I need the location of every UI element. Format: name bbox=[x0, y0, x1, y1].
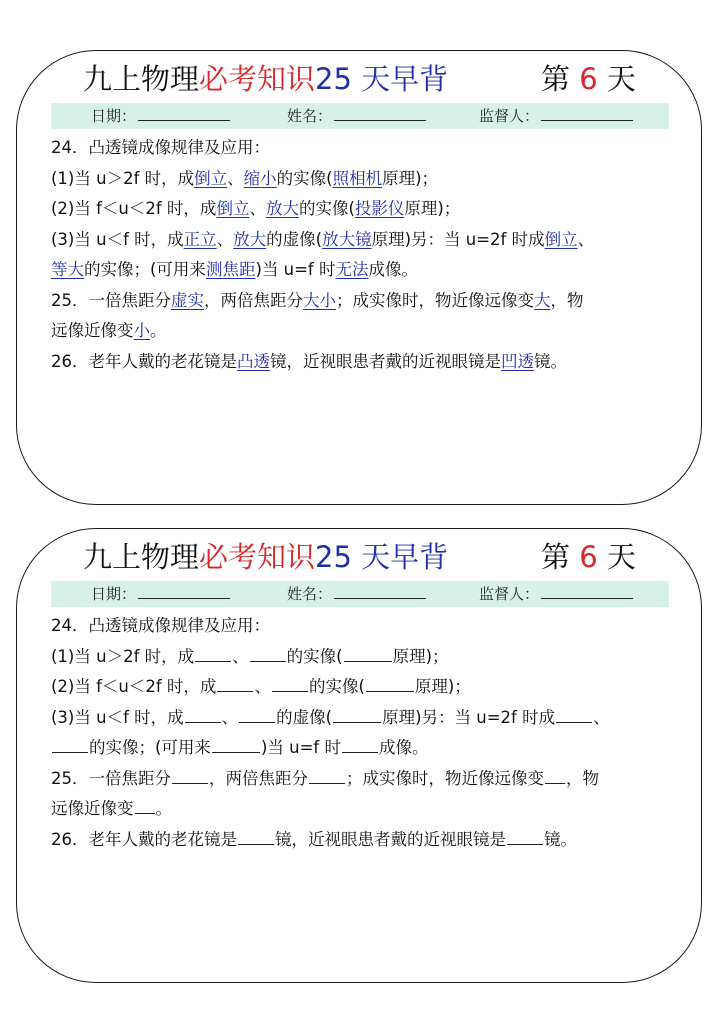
exercise-line-3 bbox=[51, 703, 681, 734]
text: 的实像；(可用来 bbox=[84, 260, 206, 279]
text: 26．老年人戴的老花镜是 bbox=[51, 351, 237, 371]
supervisor-field bbox=[479, 103, 633, 129]
text: 25．一倍焦距分 bbox=[51, 768, 171, 788]
q24-title: 24．凸透镜成像规律及应用： bbox=[51, 616, 270, 635]
answer: 倒立 bbox=[544, 229, 578, 249]
text: ，物 bbox=[550, 290, 584, 310]
text: (1)当 u＞2f 时，成 bbox=[51, 646, 195, 666]
text: 镜，近视眼患者戴的近视眼镜是 bbox=[270, 351, 501, 371]
text: ；成实像时，物近像远像变 bbox=[336, 290, 534, 310]
exercise-line-4 bbox=[51, 733, 681, 764]
fill-blank[interactable] bbox=[135, 797, 155, 814]
answer: 倒立 bbox=[194, 168, 228, 188]
day-prefix: 第 bbox=[541, 540, 580, 574]
text: (3)当 u＜f 时，成 bbox=[51, 229, 184, 249]
supervisor-blank bbox=[541, 584, 633, 599]
supervisor-label: 监督人： bbox=[479, 585, 540, 603]
answer: 倒立 bbox=[216, 199, 250, 218]
text: 、 bbox=[249, 199, 266, 218]
fill-blank[interactable] bbox=[172, 767, 208, 784]
text: (3)当 u＜f 时，成 bbox=[51, 707, 184, 727]
fill-blank[interactable] bbox=[545, 767, 565, 784]
q24-title: 24．凸透镜成像规律及应用： bbox=[51, 138, 270, 157]
card-header bbox=[17, 59, 701, 101]
answer: 小 bbox=[133, 321, 150, 340]
fill-blank[interactable] bbox=[272, 675, 308, 692]
text: ；成实像时，物近像远像变 bbox=[346, 768, 544, 788]
answer: 投影仪 bbox=[354, 199, 405, 218]
answer: 正立 bbox=[183, 229, 217, 249]
page-title bbox=[83, 537, 448, 577]
text: 的虚像( bbox=[276, 707, 333, 727]
fill-blank[interactable] bbox=[52, 736, 88, 753]
answer: 照相机 bbox=[332, 168, 383, 188]
date-blank bbox=[138, 106, 230, 121]
text: 的实像( bbox=[286, 646, 343, 666]
text: 镜。 bbox=[534, 351, 567, 371]
name-field bbox=[287, 581, 426, 607]
text: ，两倍焦距分 bbox=[204, 290, 303, 310]
text: 原理)； bbox=[414, 677, 471, 696]
answer: 凹透 bbox=[501, 351, 534, 371]
fill-blank[interactable] bbox=[556, 706, 592, 723]
name-label: 姓名： bbox=[287, 107, 333, 125]
page-title bbox=[83, 59, 448, 99]
day-label bbox=[541, 537, 636, 577]
title-part-blue: 25 天早背 bbox=[315, 62, 449, 96]
text: (1)当 u＞2f 时，成 bbox=[51, 168, 195, 188]
text: 镜，近视眼患者戴的近视眼镜是 bbox=[275, 829, 506, 849]
date-label: 日期： bbox=[91, 585, 137, 603]
text: 、 bbox=[577, 229, 595, 249]
supervisor-field bbox=[479, 581, 633, 607]
answer-line-3 bbox=[51, 225, 681, 256]
day-prefix: 第 bbox=[541, 62, 580, 96]
answer: 凸透 bbox=[237, 351, 270, 371]
text: )当 u=f 时 bbox=[260, 738, 341, 757]
name-blank bbox=[334, 106, 426, 121]
text: (2)当 f＜u＜2f 时，成 bbox=[51, 199, 217, 218]
fill-blank[interactable] bbox=[342, 736, 378, 753]
answer-line-6 bbox=[51, 316, 681, 347]
text: ，物 bbox=[566, 768, 599, 788]
text: )当 u=f 时 bbox=[255, 260, 336, 279]
text: 远像近像变 bbox=[51, 321, 134, 340]
info-bar bbox=[51, 103, 669, 129]
text: 的实像( bbox=[298, 199, 355, 218]
title-part-black: 九上物理 bbox=[83, 540, 200, 574]
text: 、 bbox=[221, 707, 239, 727]
fill-blank[interactable] bbox=[238, 828, 274, 845]
text: 、 bbox=[227, 168, 244, 188]
answer: 放大镜 bbox=[322, 229, 372, 249]
text: 、 bbox=[254, 677, 271, 696]
text: 原理)； bbox=[404, 199, 461, 218]
text: 远像近像变 bbox=[51, 799, 134, 818]
text: 。 bbox=[150, 321, 167, 340]
date-blank bbox=[138, 584, 230, 599]
supervisor-blank bbox=[541, 106, 633, 121]
text: 原理)另：当 u=2f 时成 bbox=[371, 229, 545, 249]
text: 、 bbox=[232, 646, 249, 666]
info-bar bbox=[51, 581, 669, 607]
answer-line-2 bbox=[51, 194, 681, 225]
answer-line-4 bbox=[51, 255, 681, 286]
text: 的实像( bbox=[308, 677, 365, 696]
exercise-line-7 bbox=[51, 825, 681, 856]
exercise-line-5 bbox=[51, 764, 681, 795]
exercise-card bbox=[16, 528, 702, 983]
fill-blank[interactable] bbox=[333, 706, 381, 723]
text: 、 bbox=[593, 707, 610, 727]
text: (2)当 f＜u＜2f 时，成 bbox=[51, 677, 217, 696]
fill-blank[interactable] bbox=[217, 675, 253, 692]
day-suffix: 天 bbox=[597, 62, 636, 96]
text: 成像。 bbox=[368, 260, 418, 279]
fill-blank[interactable] bbox=[212, 736, 260, 753]
name-blank bbox=[334, 584, 426, 599]
title-part-red: 必考知识 bbox=[199, 62, 316, 96]
supervisor-label: 监督人： bbox=[479, 107, 540, 125]
text: 的实像；(可用来 bbox=[89, 738, 211, 757]
text: 26．老年人戴的老花镜是 bbox=[51, 829, 237, 849]
name-label: 姓名： bbox=[287, 585, 333, 603]
answer: 放大 bbox=[233, 229, 267, 249]
answer-content bbox=[51, 133, 681, 377]
answer-line-1 bbox=[51, 164, 681, 195]
text: 原理)； bbox=[382, 168, 439, 188]
day-suffix: 天 bbox=[597, 540, 636, 574]
fill-blank[interactable] bbox=[507, 828, 543, 845]
date-field bbox=[91, 103, 230, 129]
answer-card bbox=[16, 50, 702, 505]
answer: 缩小 bbox=[243, 168, 277, 188]
text: 25．一倍焦距分 bbox=[51, 290, 171, 310]
text: 原理)另：当 u=2f 时成 bbox=[382, 707, 556, 727]
fill-blank[interactable] bbox=[195, 645, 231, 662]
answer: 放大 bbox=[265, 199, 299, 218]
date-field bbox=[91, 581, 230, 607]
exercise-line-1 bbox=[51, 642, 681, 673]
text: 的虚像( bbox=[266, 229, 323, 249]
day-number: 6 bbox=[579, 62, 598, 96]
exercise-line-6 bbox=[51, 794, 681, 825]
title-part-black: 九上物理 bbox=[83, 62, 200, 96]
day-label bbox=[541, 59, 636, 99]
answer: 等大 bbox=[51, 260, 84, 279]
answer: 无法 bbox=[335, 260, 369, 279]
text: 成像。 bbox=[378, 738, 429, 757]
text: 原理)； bbox=[392, 646, 449, 666]
text: ，两倍焦距分 bbox=[209, 768, 308, 788]
fill-blank[interactable] bbox=[309, 767, 345, 784]
title-part-blue: 25 天早背 bbox=[315, 540, 449, 574]
exercise-line-2 bbox=[51, 672, 681, 703]
text: 的实像( bbox=[276, 168, 333, 188]
text: 、 bbox=[216, 229, 234, 249]
fill-blank[interactable] bbox=[366, 675, 414, 692]
fill-blank[interactable] bbox=[250, 645, 286, 662]
answer: 虚实 bbox=[171, 290, 204, 310]
answer: 测焦距 bbox=[205, 260, 256, 279]
card-header bbox=[17, 537, 701, 579]
name-field bbox=[287, 103, 426, 129]
fill-blank[interactable] bbox=[344, 645, 392, 662]
answer: 大 bbox=[534, 290, 551, 310]
title-part-red: 必考知识 bbox=[199, 540, 316, 574]
day-number: 6 bbox=[579, 540, 598, 574]
date-label: 日期： bbox=[91, 107, 137, 125]
answer-line-7 bbox=[51, 347, 681, 378]
answer: 大小 bbox=[303, 290, 336, 310]
exercise-content bbox=[51, 611, 681, 855]
fill-blank[interactable] bbox=[185, 706, 221, 723]
text: 镜。 bbox=[544, 829, 577, 849]
answer-line-5 bbox=[51, 286, 681, 317]
fill-blank[interactable] bbox=[239, 706, 275, 723]
text: 。 bbox=[155, 799, 172, 818]
